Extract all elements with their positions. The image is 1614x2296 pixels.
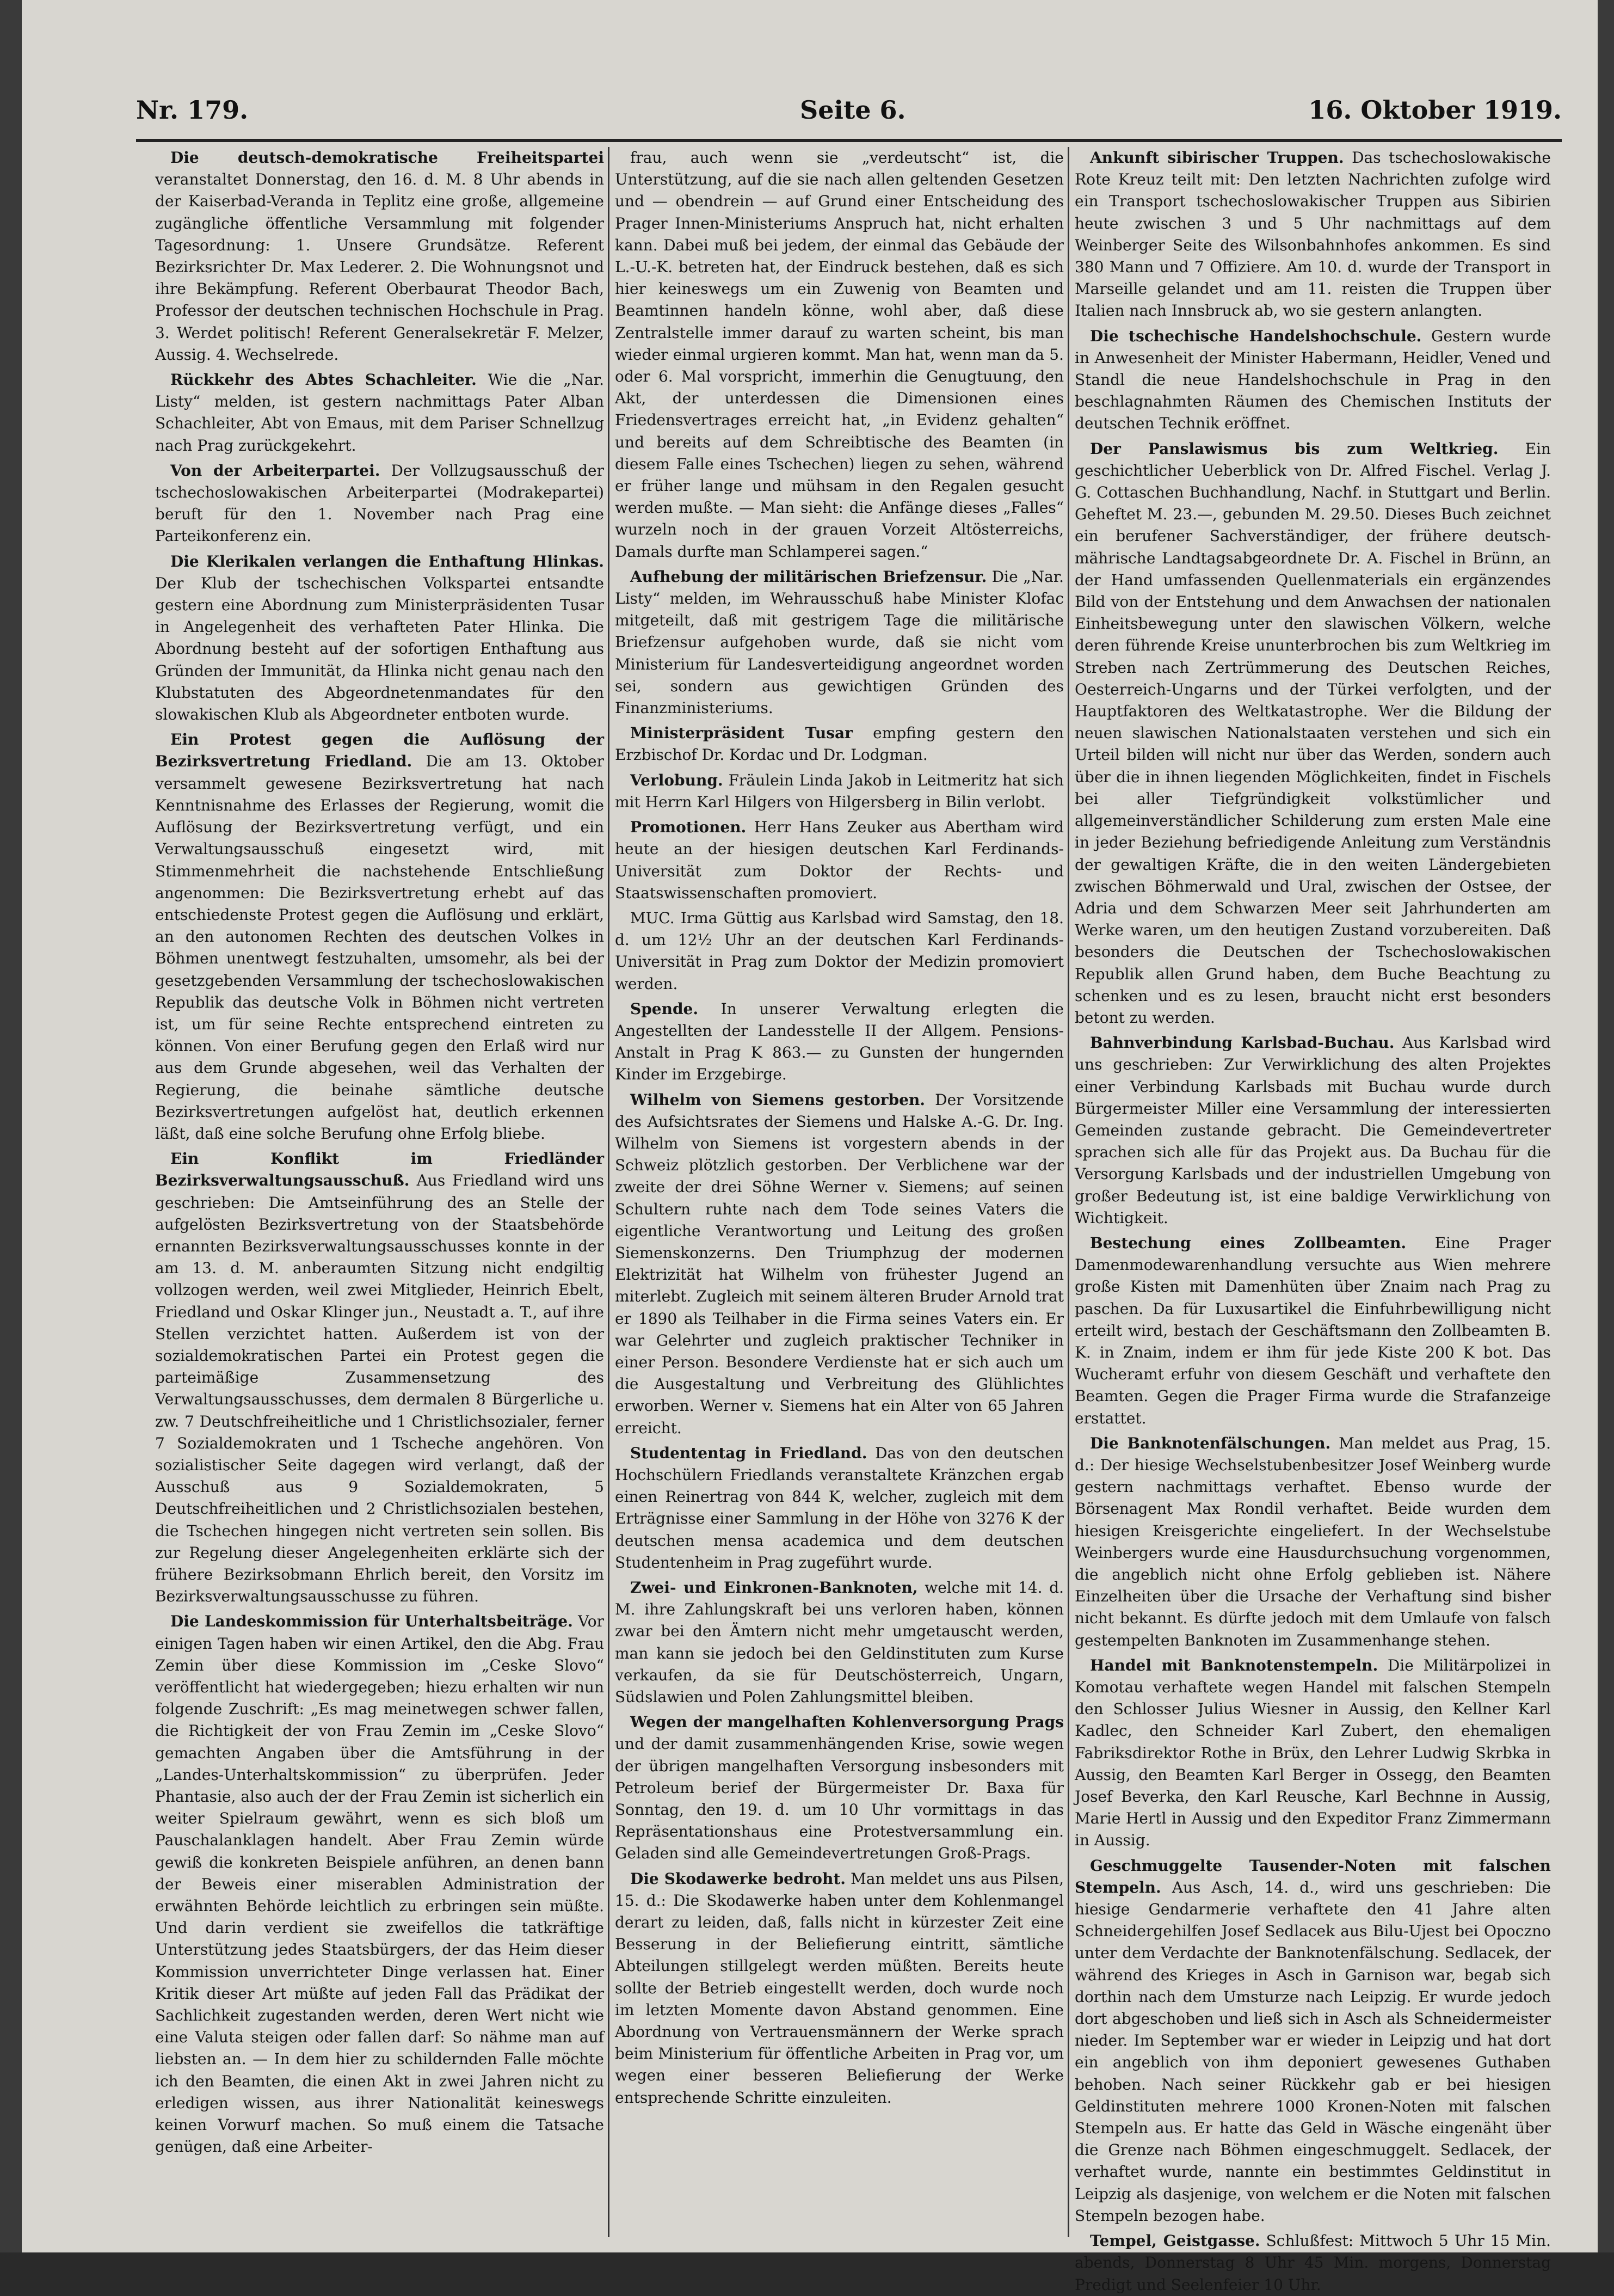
article-headline: Bahnverbindung Karlsbad-Buchau. [1090,1034,1395,1052]
article-headline: Wilhelm von Siemens gestorben. [630,1090,926,1109]
article-headline: Bestechung eines Zollbeamten. [1090,1233,1407,1252]
article [1075,1855,1551,2227]
article-headline: Studententag in Friedland. [630,1444,867,1462]
article [615,1711,1064,1864]
article [1075,1232,1551,1429]
article [615,817,1064,904]
article [155,1611,604,2158]
article-body: Aus Asch, 14. d., wird uns geschrieben: Die hiesige Gendarmerie verhaftete den 41 Jahre alten Schneidergehilfen Josef Sedlacek aus Bilu-Ujest bei Opoczno unter dem Verdachte der Banknotenfälschung. Sedlacek, der während des Krieges in Asch in Garnison war, begab sich dorthin nach dem Umsturze nach Leipzig. Er wurde jedoch dort abgeschoben und ließ sich in Asch als Schneidermeister nieder. Im September war er wieder in Leipzig und hat dort ein angeblich von ihm deponiert gewesenes Guthaben behoben. Nach seiner Rückkehr gab er bei hiesigen Geldinstituten mehrere 1000 Kronen-Noten mit falschen Stempeln aus. Er hatte das Geld in Wäsche eingenäht über die Grenze nach Böhmen eingeschmuggelt. Sedlacek, der verhaftet wurde, nannte ein bestimmtes Geldinstitut in Leipzig als dasjenige, von welchem er die Noten mit falschen Stempeln bezogen habe. [1075,1878,1551,2225]
article [155,369,604,457]
article-headline: Spende. [630,999,699,1018]
column-rule [1068,147,1069,2237]
article-body: Der Vorsitzende des Aufsichtsrates der Siemens und Halske A.-G. Dr. Ing. Wilhelm von Siemens ist vorgestern abends in der Schweiz plötzlich gestorben. Der Verblichene war der zweite der drei Söhne Werner v. Siemens; auf seinen Schultern ruhte nach dem Tode seines Vaters die eigentliche Verantwortung und Leitung des großen Siemenskonzerns. Den Triumphzug der modernen Elektrizität hat Wilhelm von frühester Jugend an miterlebt. Zugleich mit seinem älteren Bruder Arnold trat er 1890 als Teilhaber in die Firma seines Vaters ein. Er war Gelehrter und zugleich praktischer Techniker in einer Person. Besondere Verdienste hat er sich auch um die Ausgestaltung und Verbreitung des Glühlichtes erworben. Werner v. Siemens hat ein Alter von 65 Jahren erreicht. [615,1090,1064,1437]
article-headline: Aufhebung der militärischen Briefzensur. [630,567,987,586]
column-3 [1075,147,1551,2294]
article-headline: Die Klerikalen verlangen die Enthaftung Hlinkas. [170,552,604,570]
article-headline: Handel mit Banknotenstempeln. [1090,1656,1378,1674]
article-body: welche mit 14. d. M. ihre Zahlungskraft bei uns verloren haben, können zwar bei den Ämtern nicht mehr umgetauscht werden, man kann sie jedoch bei den Geldinstituten zum Kurse verkaufen, da sie für Deutschösterreich, Ungarn, Südslawien und Polen Zahlungsmittel bleiben. [615,1579,1064,1706]
article [155,729,604,1145]
article [1075,438,1551,1029]
article-body: Ein geschichtlicher Ueberblick von Dr. Alfred Fischel. Verlag J. G. Cottaschen Buchhandlung, Nachf. in Stuttgart und Berlin. Geheftet M. 23.—, gebunden M. 29.50. Dieses Buch zeichnet ein berufener Sachverständiger, der frühere deutsch-mährische Landtagsabgeordnete Dr. A. Fischel in Brünn, an der Hand umfassenden Quellenmaterials ein ergänzendes Bild von der Entstehung und dem Anwachsen der nationalen Einheitsbewegung unter den slawischen Völkern, welche deren führende Kreise ununterbrochen bis zum Weltkrieg im Streben nach Zertrümmerung des Deutschen Reiches, Oesterreich-Ungarns und der Türkei verfolgten, und der Hauptfaktoren des Weltkatastrophe. Wer die Bildung der neuen slawischen Nationalstaaten verstehen und sich ein Urteil bilden will nicht nur über das Werden, sondern auch über die in ihnen liegenden Möglichkeiten, findet in Fischels bei aller Tiefgründigkeit volkstümlicher und allgemeinverständlicher Schilderung zum ersten Male eine in jeder Beziehung befriedigende Anleitung zum Verständnis der gewaltigen Kräfte, die in den weiten Ländergebieten zwischen Böhmerwald und Ural, zwischen der Ostsee, der Adria und dem Schwarzen Meer seit Jahrhunderten am Werke waren, um den heutigen Zustand vorzubereiten. Daß besonders die Deutschen der Tschechoslowakischen Republik allen Grund haben, dem Buche Beachtung zu schenken und es zu lesen, braucht nicht erst besonders betont zu werden. [1075,439,1551,1027]
article-headline: Ministerpräsident Tusar [630,724,853,742]
article [155,460,604,548]
article-headline: Ein Konflikt im Friedländer Bezirksverwaltungsausschuß. [155,1150,604,1190]
article-body: Aus Friedland wird uns geschrieben: Die Amtseinführung des an Stelle der aufgelösten Bezirksvertretung von der Staatsbehörde ernannten Bezirksverwaltungsausschusses konnte in der am 13. d. M. anberaumten Sitzung nicht endgiltig vollzogen werden, weil zwei Mitglieder, Heinrich Ebelt, Friedland und Oskar Klinger jun., Neustadt a. T., auf ihre Stellen verzichtet hatten. Außerdem ist von der sozialdemokratischen Partei ein Protest gegen die parteimäßige Zusammensetzung des Verwaltungsausschusses, dem dermalen 8 Bürgerliche u. zw. 7 Deutschfreiheitliche und 1 Christlichsozialer, ferner 7 Sozialdemokraten und 1 Tscheche angehören. Von sozialistischer Seite dagegen wird verlangt, daß der Ausschuß aus 9 Sozialdemokraten, 5 Deutschfreiheitlichen und 2 Christlichsozialen bestehen, die Tschechen hingegen nicht vertreten sein sollen. Bis zur Regelung dieser Angelegenheiten erklärte sich der frühere Bezirksobmann Ehrlich bereit, den Vorsitz im Bezirksverwaltungsausschusse zu führen. [155,1171,604,1606]
column-2 [615,147,1064,2237]
article-headline: Geschmuggelte Tausender-Noten mit falschen Stempeln. [1075,1856,1551,1896]
article [615,770,1064,813]
article-body: veranstaltet Donnerstag, den 16. d. M. 8 Uhr abends in der Kaiserbad-Veranda in Teplitz eine große, allgemeine zugängliche öffentliche Versammlung mit folgender Tagesordnung: 1. Unsere Grundsätze. Referent Bezirksrichter Dr. Max Lederer. 2. Die Wohnungsnot und ihre Bekämpfung. Referent Oberbaurat Theodor Bach, Professor der deutschen technischen Hochschule in Prag. 3. Werdet politisch! Referent Generalsekretär F. Melzer, Aussig. 4. Wechselrede. [155,170,604,364]
article-headline: Verlobung. [630,771,723,789]
article [615,1442,1064,1574]
issue-date: 16. Oktober 1919. [1308,95,1562,125]
article [615,722,1064,766]
article-headline: Die Skodawerke bedroht. [630,1869,846,1888]
article-body: frau, auch wenn sie „verdeutscht“ ist, die Unterstützung, auf die sie nach allen geltenden Gesetzen und — obendrein — auf Grund einer Entscheidung des Prager Innen-Ministeriums Anspruch hat, nicht erhalten kann. Dabei muß bei jedem, der einmal das Gebäude der L.-U.-K. betreten hat, der Eindruck bestehen, daß es sich hier keineswegs um ein Zuwenig von Beamten und Beamtinnen handeln könne, wohl aber, daß diese Zentralstelle immer darauf zu warten scheint, bis man wieder einmal urgieren kommt. Man hat, wenn man da 5. oder 6. Mal vorspricht, immerhin die Genugtuung, den Akt, der unterdessen die Dimensionen eines Friedensvertrages erreicht hat, „in Evidenz gehalten“ und bereits auf dem Schreibtische des Beamten (in diesem Falle eines Tschechen) liegen zu sehen, während er früher lange und mühsam in den Regalen gesucht werden mußte. — Man sieht: die Anfänge dieses „Falles“ wurzeln noch in der grauen Vorzeit Altösterreichs, Damals durfte man Schlamperei sagen.“ [615,149,1064,561]
article-body: Eine Prager Damenmodewarenhandlung versuchte aus Wien mehrere große Kisten mit Damenhüten über Znaim nach Prag zu paschen. Da für Luxusartikel die Einfuhrbewilligung nicht erteilt wird, bestach der Geschäftsmann den Zollbeamten B. K. in Znaim, indem er ihm für jede Kiste 200 K bot. Das Wucheramt erfuhr von diesem Geschäft und verhaftete den Beamten. Gegen die Prager Firma wurde die Strafanzeige erstattet. [1075,1233,1551,1427]
article [155,147,604,366]
article [615,907,1064,995]
article [615,566,1064,719]
article [615,1089,1064,1439]
article-body: MUC. Irma Güttig aus Karlsbad wird Samstag, den 18. d. um 12½ Uhr an der deutschen Karl Ferdinands-Universität in Prag zum Doktor der Medizin promoviert werden. [615,908,1064,993]
article-body: Wie die „Nar. Listy“ melden, ist gestern nachmittags Pater Alban Schachleiter, Abt von Emaus, mit dem Pariser Schnellzug nach Prag zurückgekehrt. [155,371,605,455]
article-body: Herr Hans Zeuker aus Abertham wird heute an der hiesigen deutschen Karl Ferdinands-Universität zum Doktor der Rechts- und Staatswissenschaften promoviert. [615,818,1064,902]
article-body: Gestern wurde in Anwesenheit der Minister Habermann, Heidler, Vened und Standl die neue Handelshochschule in Prag in den beschlagnahmten Räumen des Chemischen Instituts der deutschen Technik eröffnet. [1075,327,1551,433]
article-headline: Promotionen. [630,818,747,837]
article [615,998,1064,1086]
article [615,147,1064,563]
article-body: Das von den deutschen Hochschülern Friedlands veranstaltete Kränzchen ergab einen Reinertrag von 844 K, welcher, zugleich mit dem Erträgnisse einer Sammlung in der Höhe von 3276 K der deutschen mensa academica und dem deutschen Studentenheim in Prag zugeführt wurde. [615,1444,1064,1571]
article-headline: Die Banknotenfälschungen. [1090,1434,1331,1452]
article-body: Das tschechoslowakische Rote Kreuz teilt mit: Den letzten Nachrichten zufolge wird ein Transport tschechoslowakischer Truppen aus Sibirien heute zwischen 3 und 5 Uhr nachmittags auf dem Weinberger Seite des Wilsonbahnhofes ankommen. Es sind 380 Mann und 7 Offiziere. Am 10. d. wurde der Transport in Marseille gelandet und am 11. reisten die Truppen über Italien nach Innsbruck ab, wo sie gestern anlangten. [1075,149,1551,320]
column-rule [608,147,609,2237]
article-body: Vor einigen Tagen haben wir einen Artikel, den die Abg. Frau Zemin über diese Kommission im „Ceske Slovo“ veröffentlicht hat wiedergegeben; hiezu erhalten wir nun folgende Zuschrift: „Es mag meinetwegen schwer fallen, die Richtigkeit der von Frau Zemin im „Ceske Slovo“ gemachten Angaben über die Amtsführung in der „Landes-Unterhaltskommission“ zu überprüfen. Jeder Phantasie, also auch der der Frau Zemin ist sicherlich ein weiter Spielraum gewährt, wenn es sich bloß um Pauschalanklagen handelt. Aber Frau Zemin würde gewiß die konkreten Beispiele anführen, an denen bann der Beweis einer miserablen Administration der erwähnten Behörde leichtlich zu erbringen sein müßte. Und darin verdient sie zweifellos die tatkräftige Unterstützung jedes Staatsbürgers, der das Heim dieser Kommission unverrichteter Dinge verlassen hat. Einer Kritik dieser Art müßte auf jeden Fall das Prädikat der Sachlichkeit zugestanden werden, deren Wert nicht wie eine Valuta steigen oder fallen darf: So nähme man auf liebsten an. — In dem hier zu schildernden Falle möchte ich den Beamten, die einen Akt in zwei Jahren nicht zu erledigen wissen, aus ihrer Nationalität keineswegs keinen Vorwurf machen. So muß einem die Tatsache genügen, daß eine Arbeiter- [155,1612,604,2156]
article-body: Aus Karlsbad wird uns geschrieben: Zur Verwirklichung des alten Projektes einer Verbindung Karlsbads mit Buchau wurde durch Bürgermeister Miller eine Versammlung der interessierten Gemeinden zustande gebracht. Die Gemeindevertreter sprachen sich alle für das Projekt aus. Da Buchau für die Versorgung Karlsbads und der industriellen Umgebung von großer Bedeutung ist, ist eine baldige Verwirklichung von Wichtigkeit. [1075,1034,1551,1227]
article [1075,1433,1551,1652]
article-body: Der Klub der tschechischen Volkspartei entsandte gestern eine Abordnung zum Ministerpräsidenten Tusar in Angelegenheit des verhafteten Pater Hlinka. Die Abordnung besteht auf der sofortigen Enthaftung aus Gründen der Immunität, da Hlinka nicht genau nach den Klubstatuten des Abgeordnetenmandates für den slowakischen Klub als Abgeordneter entboten wurde. [155,574,604,724]
article-body: Die „Nar. Listy“ melden, im Wehrausschuß habe Minister Klofac mitgeteilt, daß mit gestrigem Tage die militärische Briefzensur aufgehoben wurde, daß sie nicht vom Ministerium für Landesverteidigung angeordnet worden sei, sondern aus gewichtigen Gründen des Finanzministeriums. [615,567,1064,717]
article [615,1868,1064,2109]
page-edge-left [0,0,22,2252]
article [1075,147,1551,322]
article [1075,1655,1551,1852]
article-headline: Die deutsch-demokratische Freiheitspartei [170,149,604,167]
article-body: Man meldet uns aus Pilsen, 15. d.: Die Skodawerke haben unter dem Kohlenmangel derart zu leiden, daß, falls nicht in kürzester Zeit eine Besserung in der Beliefierung eintritt, sämtliche Abteilungen stillgelegt werden müßten. Bereits heute sollte der Betrieb eingestellt werden, doch wurde noch im letzten Momente davon Abstand genommen. Eine Abordnung von Vertrauensmännern der Werke sprach beim Ministerium für öffentliche Arbeiten in Prag vor, um wegen einer besseren Beliefierung der Werke entsprechende Schritte einzuleiten. [615,1869,1064,2107]
page-header [136,95,1562,142]
article-headline: Ein Protest gegen die Auflösung der Bezirksvertretung Friedland. [155,730,604,771]
article-headline: Rückkehr des Abtes Schachleiter. [170,371,477,389]
article [155,1148,604,1607]
article-headline: Von der Arbeiterpartei. [170,461,380,480]
article-headline: Ankunft sibirischer Truppen. [1090,149,1344,167]
article [155,551,604,726]
issue-number: Nr. 179. [136,95,249,125]
article-body: Fräulein Linda Jakob in Leitmeritz hat sich mit Herrn Karl Hilgers von Hilgersberg in Bilin verlobt. [615,771,1064,811]
page-edge-right [1598,0,1614,2252]
article-body: Die Militärpolizei in Komotau verhaftete wegen Handel mit falschen Stempeln den Schlosser Julius Wiesner in Aussig, den Kellner Karl Kadlec, den Schneider Karl Zubert, den ehemaligen Fabriksdirektor Rothe in Brüx, den Lehrer Ludwig Skrbka in Aussig, den Beamten Karl Berger in Ossegg, den Beamten Josef Beverka, den Karl Reusche, Karl Bechnne in Aussig, Marie Hertl in Aussig und den Expeditor Franz Zimmermann in Aussig. [1075,1656,1551,1850]
article [615,1577,1064,1708]
page-number: Seite 6. [800,95,906,125]
article-headline: Zwei- und Einkronen-Banknoten, [630,1579,918,1597]
article-headline: Die Landeskommission für Unterhaltsbeiträge. [170,1612,573,1631]
article-body: Schlußfest: Mittwoch 5 Uhr 15 Min. abends, Donnerstag 8 Uhr 45 Min. morgens, Donnerstag Predigt und Seelenfeier 10 Uhr. [1075,2232,1551,2294]
article-body: Die am 13. Oktober versammelt gewesene Bezirksvertretung hat nach Kenntnisnahme des Erlasses der Regierung, womit die Auflösung der Bezirksvertretung verfügt, und ein Verwaltungsausschuß eingesetzt wird, mit Stimmenmehrheit die nachstehende Entschließung angenommen: Die Bezirksvertretung erhebt auf das entschiedenste Protest gegen die Auflösung und erklärt, an den autonomen Rechten des deutschen Volkes in Böhmen unentwegt festzuhalten, umsomehr, als bei der gesetzgebenden Versammlung der tschechoslowakischen Republik das deutsche Volk in Böhmen nicht vertreten ist, um für seine Rechte entsprechend eintreten zu können. Von einer Berufung gegen den Erlaß wird nur aus dem Grunde abgesehen, weil das Verhalten der Regierung, die beinahe sämtliche deutsche Bezirksvertretungen aufgelöst hat, deutlich erkennen läßt, daß eine solche Berufung ohne Erfolg bliebe. [155,752,605,1143]
article [1075,1032,1551,1229]
article [1075,326,1551,435]
article-body: Man meldet aus Prag, 15. d.: Der hiesige Wechselstubenbesitzer Josef Weinberg wurde gestern nachmittags verhaftet. Ebenso wurde der Börsenagent Max Rondil verhaftet. Beide wurden dem hiesigen Kreisgerichte eingeliefert. In der Wechselstube Weinbergers wurde eine Hausdurchsuchung vorgenommen, die angeblich nicht ohne Erfolg geblieben ist. Nähere Einzelheiten über die Ursache der Verhaftung sind bisher nicht bekannt. Es dürfte jedoch mit dem Umlaufe von falsch gestempelten Banknoten im Zusammenhange stehen. [1075,1434,1551,1649]
article-headline: Tempel, Geistgasse. [1090,2232,1260,2250]
article-body: In unserer Verwaltung erlegten die Angestellten der Landesstelle II der Allgem. Pensions-Anstalt in Prag K 863.— zu Gunsten der hungernden Kinder im Erzgebirge. [615,999,1064,1084]
article [1075,2230,1551,2296]
article-body: und der damit zusammenhängenden Krise, sowie wegen der übrigen mangelhaften Versorgung insbesonders mit Petroleum berief der Bürgermeister Dr. Baxa für Sonntag, den 19. d. um 10 Uhr vormittags in das Repräsentationshaus eine Protestversammlung ein. Geladen sind alle Gemeindevertretungen Groß-Prags. [615,1735,1064,1863]
article-headline: Die tschechische Handelshochschule. [1090,327,1422,345]
article-body: empfing gestern den Erzbischof Dr. Kordac und Dr. Lodgman. [615,724,1064,764]
article-headline: Wegen der mangelhaften Kohlenversorgung Prags [630,1713,1064,1732]
article-headline: Der Panslawismus bis zum Weltkrieg. [1090,439,1499,458]
column-1 [155,147,604,2237]
article-body: Der Vollzugsausschuß der tschechoslowakischen Arbeiterpartei (Modrakepartei) beruft für den 1. November nach Prag eine Parteikonferenz ein. [155,461,604,545]
